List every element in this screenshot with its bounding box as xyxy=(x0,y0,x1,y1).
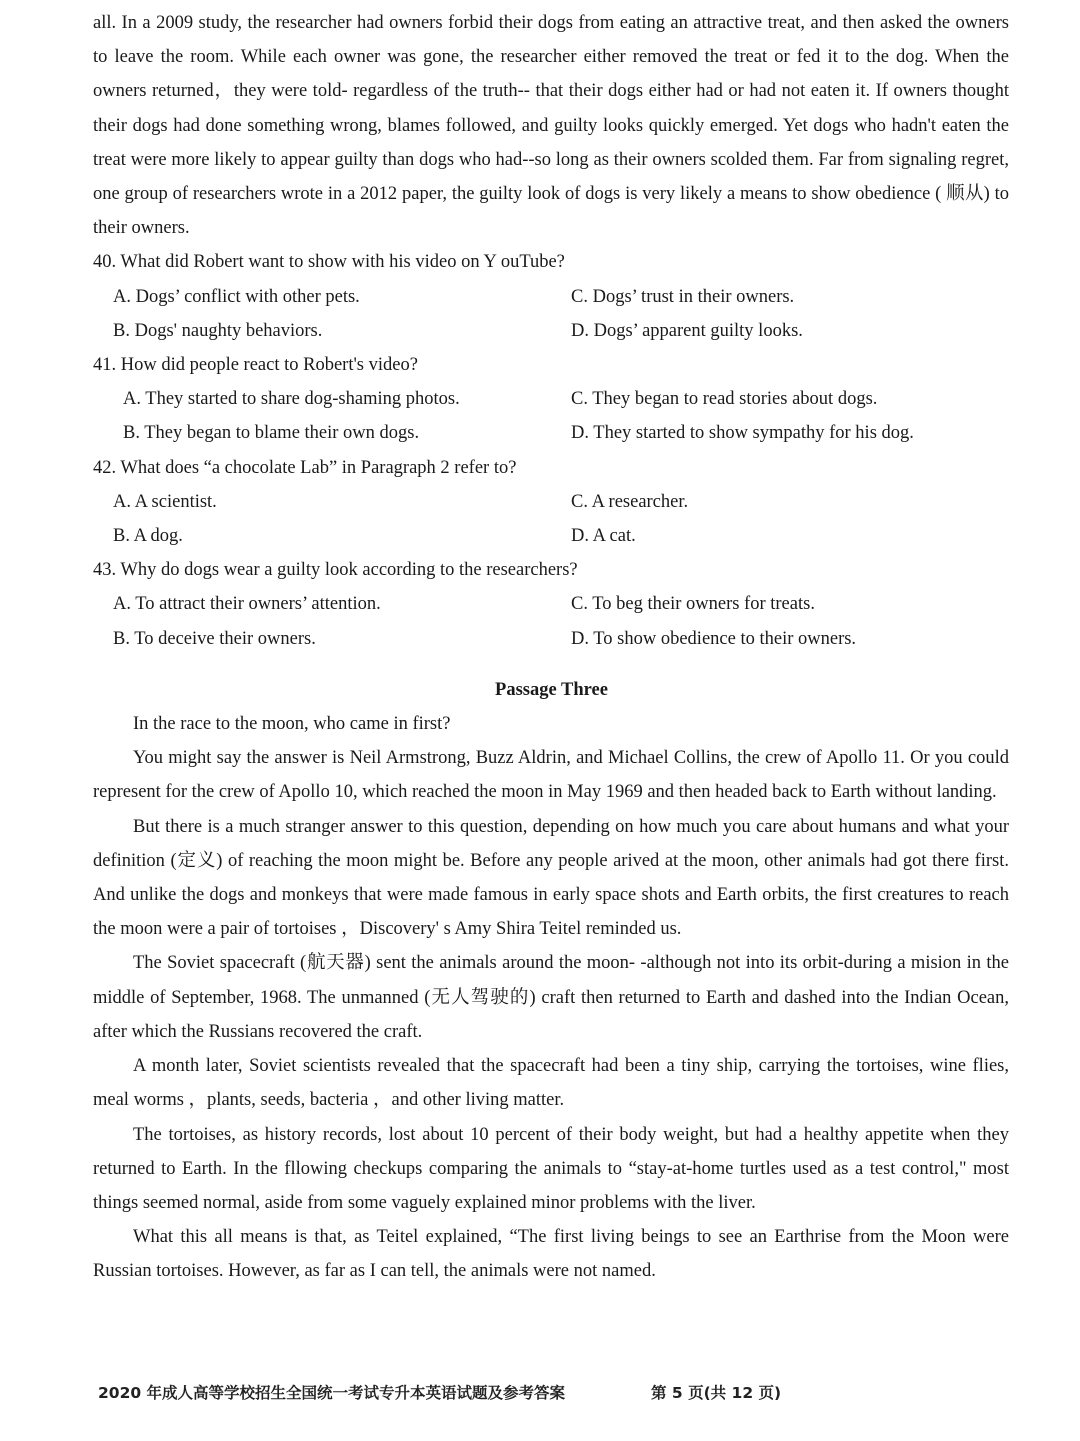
question-40 xyxy=(93,245,1009,348)
option-d: D. A cat. xyxy=(571,526,636,547)
passage-paragraph: What this all means is that, as Teitel explained, “The first living beings to see an Earthrise from the Moon were Russian tortoises. However, as far as I can tell, the animals were not named. xyxy=(93,1227,1009,1282)
option-b: B. Dogs' naughty behaviors. xyxy=(113,320,323,341)
options xyxy=(93,485,1009,553)
option-d: D. Dogs’ apparent guilty looks. xyxy=(571,320,803,341)
passage-two-paragraph: all. In a 2009 study, the researcher had owners forbid their dogs from eating an attractive treat, and then asked the owners to leave the room. While each owner was gone, the researcher either removed the treat or fed it to the dog. When the owners returned，they were told- regardless of the truth-- that their dogs either had or had not eaten it. If owners thought their dogs had done something wrong, blames followed, and guilty looks quickly emerged. Yet dogs who hadn't eaten the treat were more likely to appear guilty than dogs who had--so long as their owners scolded them. Far from signaling regret, one group of researchers wrote in a 2012 paper, the guilty look of dogs is very likely a means to show obedience ( 顺从) to their owners. xyxy=(93,13,1009,239)
passage-paragraph: In the race to the moon, who came in first? xyxy=(133,714,451,735)
option-b: B. A dog. xyxy=(113,526,183,547)
options xyxy=(93,587,1009,655)
option-d: D. To show obedience to their owners. xyxy=(571,628,857,649)
footer-exam-title: 2020 年成人高等学校招生全国统一考试专升本英语试题及参考答案 xyxy=(98,1384,566,1402)
option-c: C. A researcher. xyxy=(571,491,689,512)
option-c: C. Dogs’ trust in their owners. xyxy=(571,286,795,307)
question-stem: 40. What did Robert want to show with his video on Y ouTube? xyxy=(93,252,565,273)
option-b: B. They began to blame their own dogs. xyxy=(123,423,420,444)
option-c: C. They began to read stories about dogs. xyxy=(571,389,878,410)
passage-paragraph: But there is a much stranger answer to this question, depending on how much you care about humans and what your definition (定义) of reaching the moon might be. Before any people arived at the moon, other animals had got there first. And unlike the dogs and monkeys that were made famous in early space shots and Earth orbits, the first creatures to reach the moon were a pair of tortoises ，Discovery' s Amy Shira Teitel reminded us. xyxy=(93,816,1009,940)
question-42 xyxy=(93,451,1009,554)
question-41 xyxy=(93,348,1009,451)
option-a: A. A scientist. xyxy=(113,491,217,512)
passage-paragraph: You might say the answer is Neil Armstrong, Buzz Aldrin, and Michael Collins, the crew of Apollo 11. Or you could represent for the crew of Apollo 10, which reached the moon in May 1969 and then headed back to Earth without landing. xyxy=(93,748,1009,803)
option-b: B. To deceive their owners. xyxy=(113,628,316,649)
passage-paragraph: The tortoises, as history records, lost about 10 percent of their body weight, but had a healthy appetite when they returned to Earth. In the fllowing checkups comparing the animals to “stay-at-home turtles used as a test control," most things seemed normal, aside from some vaguely explained minor problems with the liver. xyxy=(93,1124,1009,1213)
options xyxy=(93,280,1009,348)
passage-paragraph: A month later, Soviet scientists revealed that the spacecraft had been a tiny ship, carrying the tortoises, wine flies, meal worms ，plants, seeds, bacteria ，and other living matter. xyxy=(93,1056,1009,1111)
question-stem: 41. How did people react to Robert's video? xyxy=(93,355,418,376)
page-content xyxy=(93,6,1009,1289)
option-d: D. They started to show sympathy for his dog. xyxy=(571,423,914,444)
option-a: A. To attract their owners’ attention. xyxy=(113,594,381,615)
page-footer xyxy=(98,1381,798,1403)
passage-paragraph: The Soviet spacecraft (航天器) sent the animals around the moon- -although not into its orbit-during a mision in the middle of September, 1968. The unmanned (无人驾驶的) craft then returned to Earth and dashed into the Indian Ocean, after which the Russians recovered the craft. xyxy=(93,953,1009,1042)
option-a: A. Dogs’ conflict with other pets. xyxy=(113,286,360,307)
options xyxy=(93,382,1009,450)
question-stem: 42. What does “a chocolate Lab” in Paragraph 2 refer to? xyxy=(93,457,517,478)
question-stem: 43. Why do dogs wear a guilty look according to the researchers? xyxy=(93,560,578,581)
question-43 xyxy=(93,553,1009,656)
option-c: C. To beg their owners for treats. xyxy=(571,594,815,615)
passage-title: Passage Three xyxy=(495,679,608,700)
footer-page-number: 第 5 页(共 12 页) xyxy=(651,1384,782,1402)
option-a: A. They started to share dog-shaming photos. xyxy=(123,389,460,410)
